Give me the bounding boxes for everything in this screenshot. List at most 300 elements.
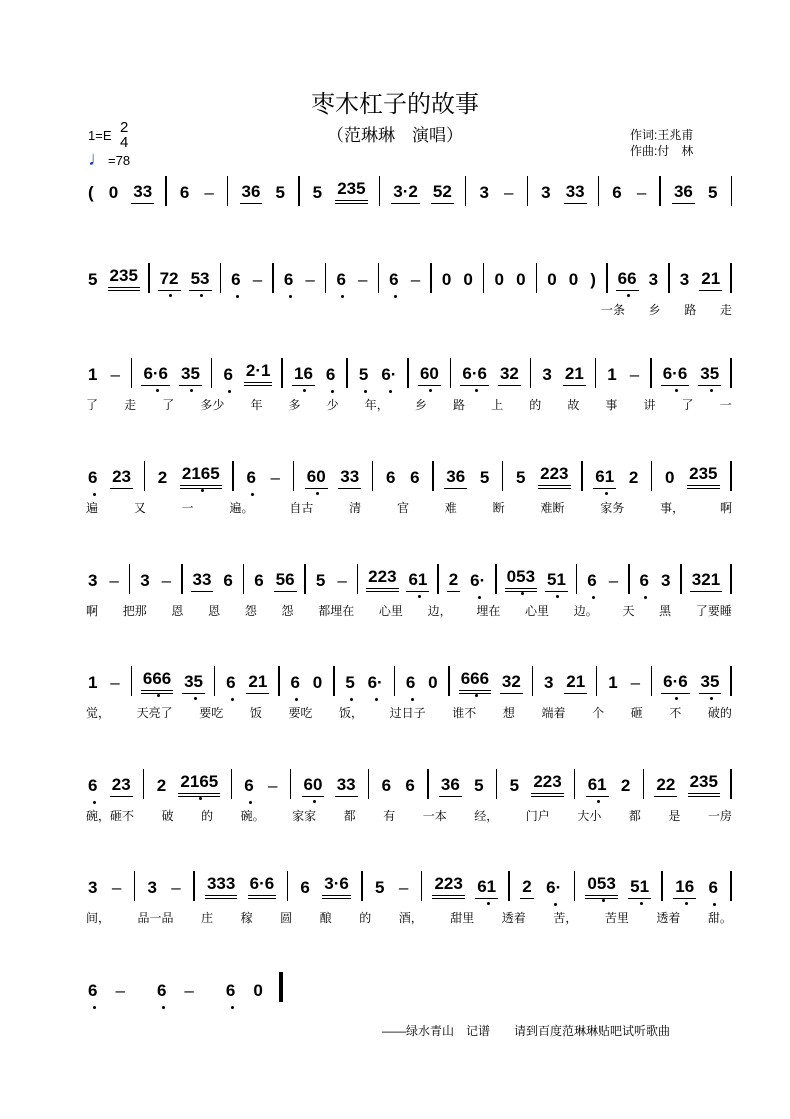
lyric: 的	[201, 809, 214, 823]
notes-row	[86, 178, 732, 204]
dash: –	[608, 571, 619, 590]
paren: (	[88, 183, 94, 202]
barline	[144, 461, 146, 491]
note: 0	[312, 673, 323, 692]
time-bottom: 4	[120, 134, 129, 151]
system	[86, 178, 732, 238]
lyric: 难断	[540, 501, 565, 515]
note: 21	[699, 268, 722, 291]
note: 2165	[178, 771, 220, 797]
notes-row	[86, 771, 732, 797]
note: 6·6	[661, 363, 690, 386]
note: 2	[156, 776, 167, 795]
barline	[448, 666, 450, 696]
note: 51	[545, 569, 568, 592]
lyric: 断	[492, 501, 505, 515]
note: 3	[147, 878, 157, 897]
barline	[165, 176, 167, 206]
barline	[496, 769, 498, 799]
notes-row	[86, 463, 732, 489]
note: 60	[418, 363, 441, 386]
barline	[680, 564, 682, 594]
lyric: 乡	[648, 303, 661, 317]
composer: 作曲:付 林	[630, 144, 694, 158]
lyrics-row	[86, 301, 732, 318]
dash: –	[636, 183, 647, 202]
lyric: 心里	[378, 604, 403, 618]
note: 6	[639, 571, 649, 590]
lyric: 砸	[630, 706, 643, 720]
lyric: 苦，	[553, 911, 578, 925]
lyric: 酿	[319, 911, 332, 925]
note: 2	[520, 876, 533, 899]
barline	[293, 461, 295, 491]
note: 35	[179, 363, 202, 386]
lyric: 都埋在	[318, 604, 355, 618]
note: 3	[679, 270, 690, 289]
dash: –	[410, 270, 421, 289]
system	[86, 360, 732, 420]
lyric: 不	[669, 706, 682, 720]
tempo	[88, 148, 130, 171]
lyric: 天	[622, 604, 635, 618]
barline	[368, 769, 370, 799]
note: 5	[707, 183, 718, 202]
barline	[650, 358, 652, 388]
barline	[214, 666, 216, 696]
note: 0	[428, 673, 438, 692]
note: 3·2	[391, 181, 420, 204]
lyrics-row	[86, 602, 732, 619]
barline	[430, 263, 432, 293]
tempo-value: =78	[108, 153, 131, 168]
barline	[530, 358, 532, 388]
lyric: 过日子	[389, 706, 426, 720]
note: 36	[672, 181, 695, 204]
lyric: 有	[383, 809, 396, 823]
barline	[304, 564, 306, 594]
note: 3	[88, 571, 98, 590]
lyric: 边，	[427, 604, 452, 618]
lyric: 大小	[577, 809, 602, 823]
barline	[731, 176, 733, 206]
note: 6	[389, 270, 399, 289]
lyric: 想	[502, 706, 515, 720]
lyric: 恩	[208, 604, 221, 618]
barline	[231, 769, 233, 799]
lyric: 都	[343, 809, 356, 823]
barline	[651, 666, 653, 696]
note: 23	[110, 466, 133, 489]
note: 333	[205, 873, 237, 899]
note: 5	[88, 270, 98, 289]
note: 35	[698, 363, 721, 386]
lyric: 都	[628, 809, 641, 823]
barline	[272, 263, 274, 293]
note: 6·	[381, 365, 397, 384]
barline	[576, 564, 578, 594]
barline	[437, 564, 439, 594]
note: 33	[564, 181, 587, 204]
note: 6·6	[248, 873, 277, 899]
barline	[532, 666, 534, 696]
note: 6·6	[661, 671, 690, 694]
note: 1	[608, 673, 618, 692]
time-top: 2	[120, 119, 129, 136]
note: 223	[366, 566, 398, 592]
note: 3	[479, 183, 489, 202]
note: 3	[660, 571, 671, 590]
lyricist: 作词:王兆甫	[630, 128, 694, 142]
note: 61	[475, 876, 498, 899]
barline	[574, 871, 576, 901]
barline	[232, 461, 234, 491]
note: 5	[516, 468, 526, 487]
lyric: 家务	[600, 501, 625, 515]
final-barline	[279, 972, 283, 1002]
barline	[211, 358, 213, 388]
note: 6	[225, 981, 236, 1000]
lyric: 事	[605, 398, 618, 412]
barline	[659, 176, 661, 206]
note: 235	[687, 463, 719, 489]
note: 6	[223, 365, 233, 384]
barline	[346, 358, 348, 388]
barline	[730, 564, 732, 594]
lyric: 官	[396, 501, 409, 515]
lyric: 稼	[240, 911, 253, 925]
note: 053	[505, 566, 537, 592]
barline	[243, 564, 245, 594]
note: 33	[191, 569, 214, 592]
note: 36	[439, 774, 462, 797]
barline	[502, 461, 504, 491]
note: 666	[141, 668, 173, 694]
lyric: 是	[668, 809, 681, 823]
note: 3	[648, 270, 659, 289]
lyric: 碗，砸不	[86, 809, 135, 823]
credits	[630, 127, 693, 159]
lyric: 透着	[656, 911, 681, 925]
barline	[394, 666, 396, 696]
note: 5	[474, 776, 484, 795]
dash: –	[171, 878, 181, 897]
barline	[181, 564, 183, 594]
barline	[574, 769, 576, 799]
note: 6	[156, 981, 167, 1000]
dash: –	[268, 776, 278, 795]
lyric: 一条	[601, 303, 626, 317]
barline	[730, 461, 732, 491]
barline	[379, 176, 381, 206]
note: 6	[385, 468, 396, 487]
barline	[372, 461, 374, 491]
lyric: 端着	[541, 706, 566, 720]
note: 321	[690, 569, 722, 592]
dash: –	[629, 365, 640, 384]
note: 35	[699, 671, 722, 694]
notes-row	[86, 976, 276, 1002]
note: 0	[108, 183, 119, 202]
note: 32	[498, 363, 521, 386]
note: 23	[110, 774, 133, 797]
lyric: 多少	[200, 398, 225, 412]
note: 0	[253, 981, 263, 1000]
quarter-note-icon: ♩	[88, 148, 108, 170]
note: 52	[431, 181, 454, 204]
lyric: 一	[719, 398, 732, 412]
lyric: 难	[444, 501, 457, 515]
note: 32	[500, 671, 523, 694]
lyric: 了	[681, 398, 694, 412]
lyric: 把那	[122, 604, 147, 618]
lyric: 又	[133, 501, 146, 515]
lyric: 年，	[364, 398, 389, 412]
note: 5	[509, 776, 520, 795]
note: 3	[88, 878, 98, 897]
barline	[730, 358, 732, 388]
dash: –	[110, 365, 120, 384]
note: 3	[543, 673, 554, 692]
note: 5	[479, 468, 490, 487]
lyric: 家家	[292, 809, 317, 823]
note: 5	[315, 571, 326, 590]
barline	[495, 564, 497, 594]
barline	[730, 871, 732, 901]
note: 5	[312, 183, 323, 202]
lyric: 要吃	[288, 706, 313, 720]
lyric: 上	[491, 398, 504, 412]
lyric: 多	[288, 398, 301, 412]
footer-note: ——绿水青山 记谱 请到百度范琳琳贴吧试听歌曲	[382, 1024, 671, 1038]
note: 223	[432, 873, 464, 899]
barline	[730, 263, 732, 293]
lyric: 路	[452, 398, 465, 412]
lyric: 要吃	[199, 706, 224, 720]
barline	[661, 871, 663, 901]
lyric: 年	[250, 398, 263, 412]
lyric: 恩	[171, 604, 184, 618]
lyric: 圆	[280, 911, 293, 925]
lyric: 怨	[244, 604, 257, 618]
barline	[131, 666, 133, 696]
note: 33	[335, 774, 358, 797]
lyric: 经，	[474, 809, 499, 823]
notes-row	[86, 566, 732, 592]
barline	[134, 871, 136, 901]
barline	[143, 769, 145, 799]
barline	[357, 564, 359, 594]
note: 6·	[546, 878, 562, 897]
note: 21	[246, 671, 269, 694]
note: 35	[182, 671, 205, 694]
note: 0	[568, 270, 579, 289]
lyric: 酒，	[398, 911, 423, 925]
note: 6	[381, 776, 392, 795]
lyric: 埋在	[476, 604, 501, 618]
note: 0	[516, 270, 526, 289]
system	[86, 463, 732, 523]
barline	[193, 871, 195, 901]
lyric: 甜里	[450, 911, 475, 925]
lyric: 故	[567, 398, 580, 412]
note: 5	[345, 673, 355, 692]
dash: –	[504, 183, 514, 202]
system	[86, 265, 732, 325]
key-signature: 1=E	[88, 128, 112, 143]
lyric: 庄	[201, 911, 214, 925]
lyric: 自古	[289, 501, 314, 515]
note: 0	[463, 270, 473, 289]
barline	[129, 564, 131, 594]
note: 61	[586, 774, 609, 797]
lyric: 少	[326, 398, 339, 412]
note: 53	[189, 268, 212, 291]
note: 6	[88, 776, 98, 795]
lyric: 遍	[86, 501, 99, 515]
note: 16	[292, 363, 315, 386]
note: 6	[410, 468, 420, 487]
lyrics-row	[86, 396, 732, 413]
note: 6	[223, 571, 233, 590]
dash: –	[337, 571, 347, 590]
note: 22	[654, 774, 677, 797]
dash: –	[305, 270, 315, 289]
note: 3	[140, 571, 150, 590]
note: 235	[688, 771, 720, 797]
lyrics-row	[86, 909, 732, 926]
barline	[407, 358, 409, 388]
barline	[281, 358, 283, 388]
dash: –	[184, 981, 194, 1000]
barline	[290, 769, 292, 799]
barline	[378, 263, 380, 293]
note: 6	[88, 981, 98, 1000]
note: 6	[325, 365, 336, 384]
lyric: 边。	[573, 604, 598, 618]
lyric: 苦里	[604, 911, 629, 925]
note: 1	[607, 365, 617, 384]
dash: –	[630, 673, 641, 692]
system	[86, 668, 732, 728]
note: 223	[531, 771, 563, 797]
note: 66	[616, 268, 639, 291]
lyric: 天亮了	[136, 706, 173, 720]
system	[86, 771, 732, 831]
note: 6	[179, 183, 190, 202]
note: 5	[358, 365, 369, 384]
lyrics-row	[86, 704, 732, 721]
note: 3	[541, 183, 551, 202]
lyric: 了	[162, 398, 175, 412]
note: 1	[88, 673, 98, 692]
time-signature	[120, 120, 128, 150]
barline	[148, 263, 150, 293]
lyric: 讲	[643, 398, 656, 412]
lyric: 的	[359, 911, 372, 925]
note: 1	[88, 365, 98, 384]
dash: –	[110, 673, 120, 692]
notes-row	[86, 873, 732, 899]
note: 2·1	[244, 360, 273, 386]
barline	[730, 769, 732, 799]
lyric: 事，	[660, 501, 685, 515]
system	[86, 566, 732, 626]
note: 33	[338, 466, 361, 489]
note: 61	[593, 466, 616, 489]
barline	[298, 176, 300, 206]
note: 2	[447, 569, 460, 592]
note: 6	[405, 673, 416, 692]
notes-row	[86, 360, 732, 386]
note: 5	[275, 183, 286, 202]
barline	[596, 666, 598, 696]
note: 666	[459, 668, 491, 694]
note: 33	[131, 181, 154, 204]
system	[86, 873, 732, 933]
singer: （范琳琳 演唱）	[327, 126, 463, 145]
lyrics-row	[86, 499, 732, 516]
note: 61	[406, 569, 429, 592]
lyric: 黑	[659, 604, 672, 618]
song-title: 枣木杠子的故事	[311, 90, 479, 118]
barline	[730, 666, 732, 696]
note: 6	[226, 673, 236, 692]
lyric: 了要睡	[695, 604, 732, 618]
note: 0	[547, 270, 557, 289]
lyric: 饭，	[339, 706, 364, 720]
note: 0	[494, 270, 504, 289]
barline	[581, 461, 583, 491]
barline	[227, 176, 229, 206]
note: 235	[108, 265, 140, 291]
lyric: 走	[124, 398, 137, 412]
note: 6	[300, 878, 310, 897]
note: 72	[158, 268, 181, 291]
dash: –	[398, 878, 409, 897]
note: 6	[336, 270, 346, 289]
lyric: 一	[181, 501, 194, 515]
dash: –	[252, 270, 263, 289]
note: 0	[441, 270, 452, 289]
lyric: 门户	[525, 809, 550, 823]
note: 6·	[470, 571, 486, 590]
barline	[595, 358, 597, 388]
lyric: 的	[529, 398, 542, 412]
note: 36	[240, 181, 263, 204]
note: 6	[231, 270, 241, 289]
note: 60	[302, 774, 325, 797]
lyric: 品一品	[137, 911, 174, 925]
note: 56	[274, 569, 297, 592]
dash: –	[358, 270, 368, 289]
note: 21	[563, 363, 586, 386]
lyric: 觉，	[86, 706, 111, 720]
lyric: 个	[592, 706, 605, 720]
note: 053	[585, 873, 617, 899]
barline	[651, 461, 653, 491]
lyric: 啊	[86, 604, 99, 618]
barline	[668, 263, 670, 293]
barline	[361, 871, 363, 901]
barline	[465, 176, 467, 206]
barline	[432, 461, 434, 491]
lyric: 间，	[86, 911, 111, 925]
dash: –	[109, 571, 119, 590]
dash: –	[204, 183, 214, 202]
note: 6	[708, 878, 718, 897]
dash: –	[111, 878, 122, 897]
